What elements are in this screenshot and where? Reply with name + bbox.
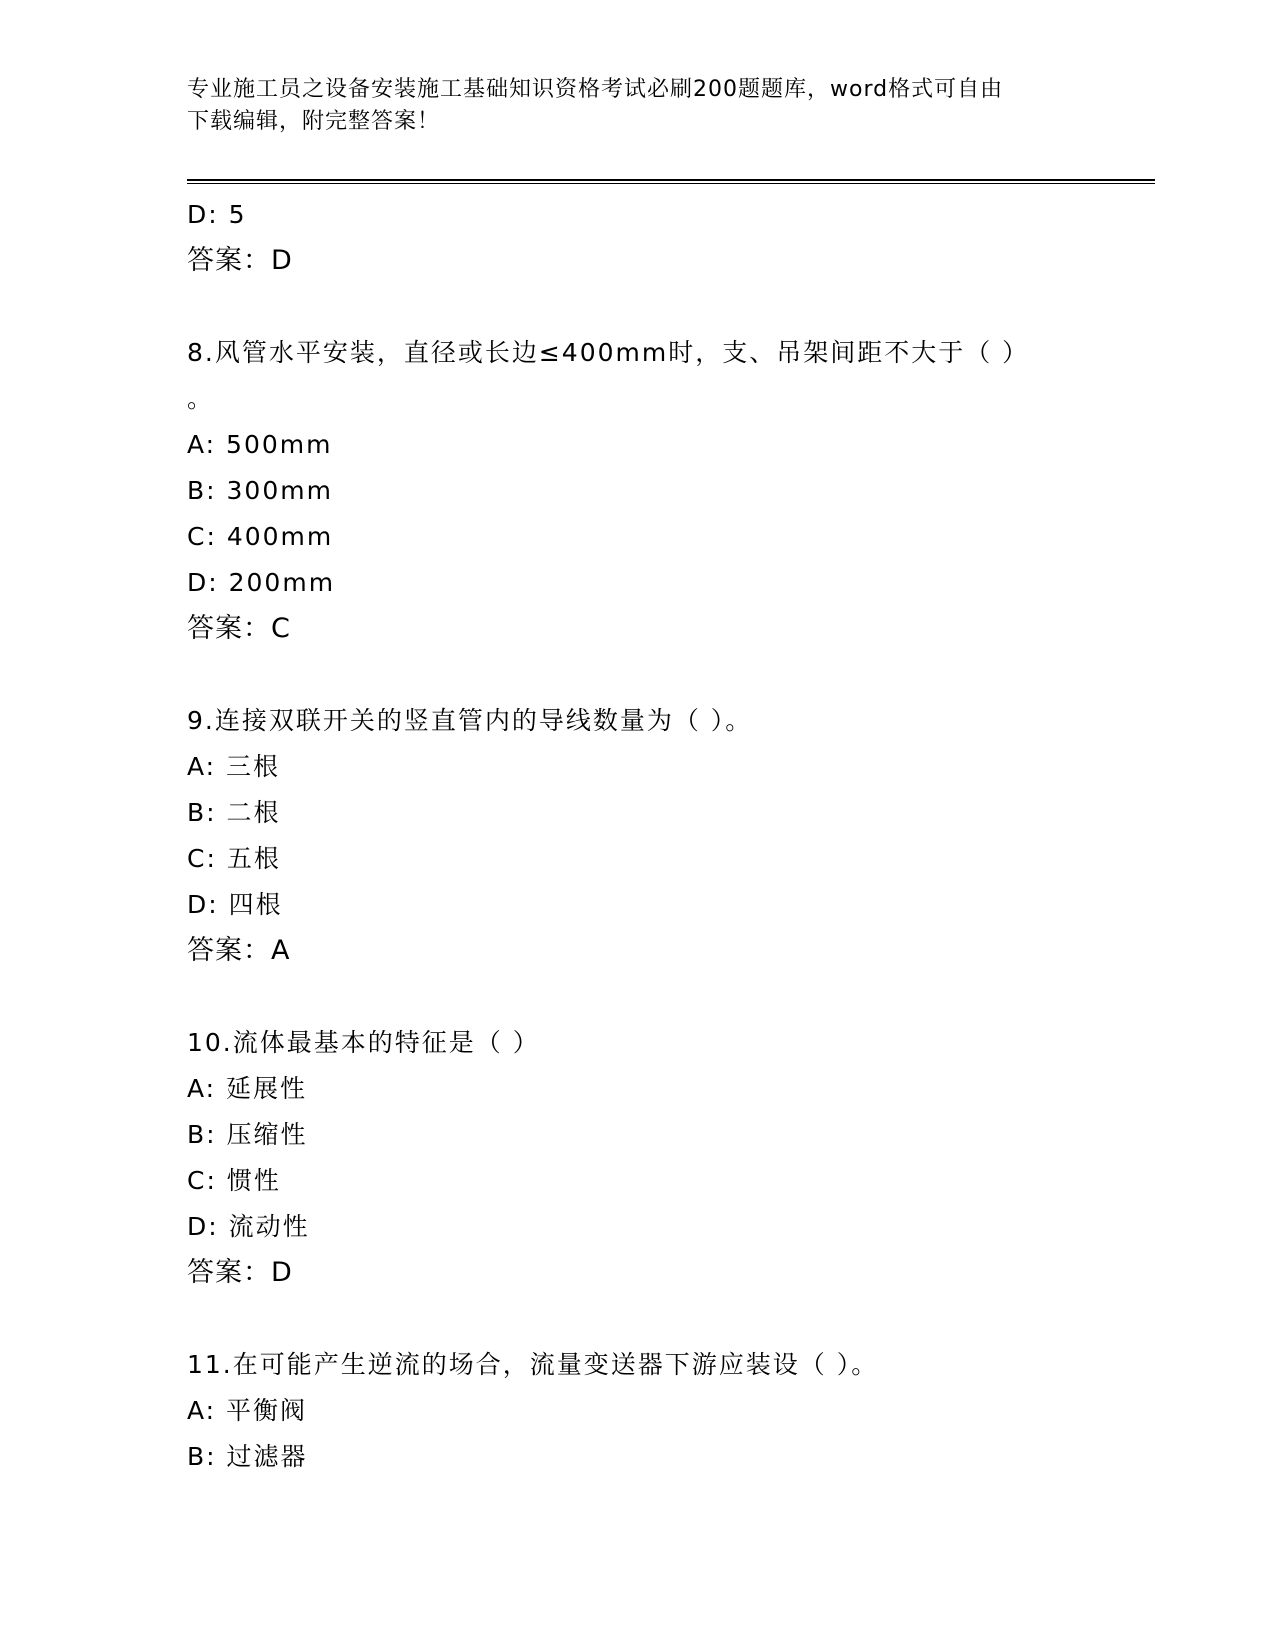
option-a: A: 500mm [187,430,333,459]
spacer [187,1296,1155,1342]
spacer [187,284,1155,330]
question-text: 9.连接双联开关的竖直管内的导线数量为（ ）。 [187,706,753,735]
option-d: D: 200mm [187,568,336,597]
option-a: A: 延展性 [187,1074,308,1103]
header-line-2: 下载编辑，附完整答案！ [187,109,441,134]
option-b: B: 300mm [187,476,333,505]
question-text: 10.流体最基本的特征是（ ） [187,1028,540,1057]
answer: 答案：C [187,613,291,644]
question-8 [187,330,1155,652]
answer: 答案：A [187,935,291,966]
spacer [187,652,1155,698]
question-list [187,192,1155,1480]
question-7-tail [187,192,1155,284]
question-text-cont: 。 [187,384,215,413]
question-11 [187,1342,1155,1480]
question-text: 8.风管水平安装，直径或长边≤400mm时，支、吊架间距不大于（ ） [187,338,1030,367]
header-line-1: 专业施工员之设备安装施工基础知识资格考试必刷200题题库，word格式可自由 [187,77,1004,102]
spacer [187,974,1155,1020]
answer: 答案：D [187,245,293,276]
option-b: B: 二根 [187,798,281,827]
option-c: C: 惯性 [187,1166,281,1195]
option-a: A: 平衡阀 [187,1396,308,1425]
question-10 [187,1020,1155,1296]
option-a: A: 三根 [187,752,281,781]
header-divider-thin [187,183,1155,184]
option-d: D: 5 [187,200,247,229]
option-c: C: 五根 [187,844,281,873]
document-header [187,74,1067,138]
option-b: B: 压缩性 [187,1120,308,1149]
option-d: D: 四根 [187,890,283,919]
option-c: C: 400mm [187,522,334,551]
header-divider [187,179,1155,181]
option-b: B: 过滤器 [187,1442,308,1471]
question-9 [187,698,1155,974]
option-d: D: 流动性 [187,1212,310,1241]
answer: 答案：D [187,1257,293,1288]
question-text: 11.在可能产生逆流的场合，流量变送器下游应装设（ ）。 [187,1350,879,1379]
